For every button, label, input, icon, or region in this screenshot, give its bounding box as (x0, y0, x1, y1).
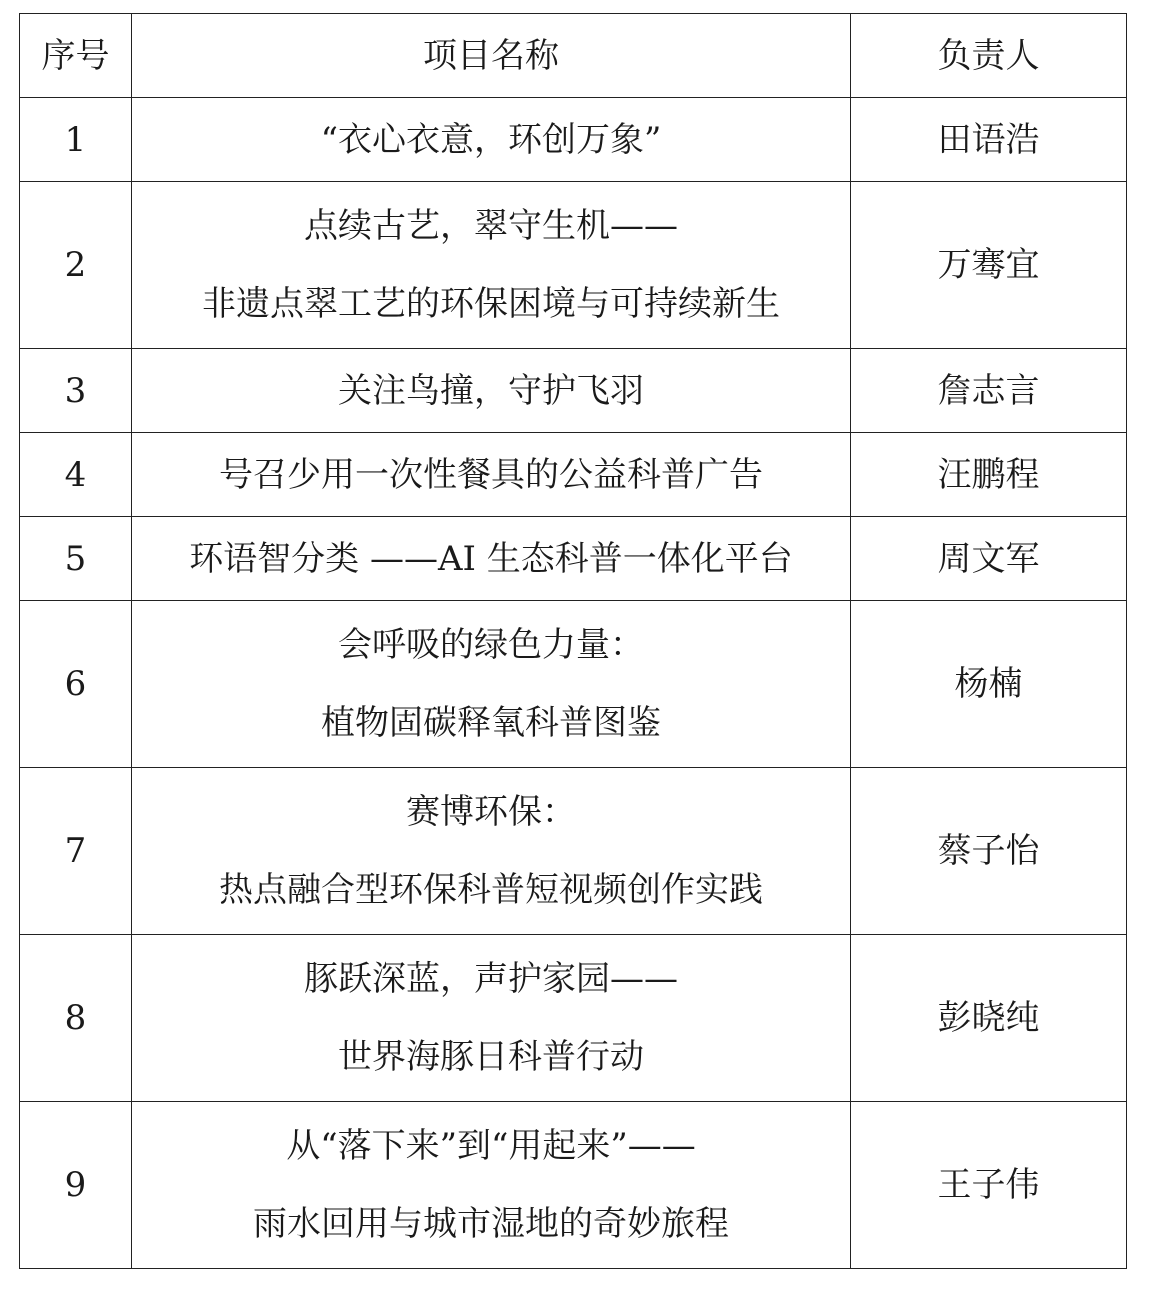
table-row (20, 433, 1127, 517)
row-owner: 詹志言 (851, 349, 1127, 433)
table-row (20, 349, 1127, 433)
table-row (20, 935, 1127, 1102)
row-name-line: “衣心衣意，环创万象” (320, 119, 662, 160)
row-name (132, 517, 851, 601)
row-name (132, 935, 851, 1102)
row-name-line: 关注鸟撞，守护飞羽 (338, 370, 644, 411)
table-row (20, 768, 1127, 935)
header-no: 序号 (20, 14, 132, 98)
row-name (132, 98, 851, 182)
header-owner: 负责人 (851, 14, 1127, 98)
header-name: 项目名称 (132, 14, 851, 98)
row-owner: 万骞宜 (851, 182, 1127, 349)
row-no: 6 (20, 601, 132, 768)
row-no: 3 (20, 349, 132, 433)
row-no: 9 (20, 1102, 132, 1269)
row-owner: 彭晓纯 (851, 935, 1127, 1102)
row-name-line: 点续古艺，翠守生机—— (304, 206, 678, 246)
table-row (20, 1102, 1127, 1269)
row-owner: 周文军 (851, 517, 1127, 601)
row-name-line: 号召少用一次性餐具的公益科普广告 (219, 454, 763, 495)
table-row (20, 517, 1127, 601)
row-name-line: 从“落下来”到“用起来”—— (286, 1126, 696, 1166)
row-owner: 田语浩 (851, 98, 1127, 182)
row-name (132, 433, 851, 517)
row-name-line: 热点融合型环保科普短视频创作实践 (219, 870, 763, 910)
row-name-line: 植物固碳释氧科普图鉴 (321, 703, 661, 743)
row-name-line: 环语智分类 ——AI 生态科普一体化平台 (189, 538, 793, 579)
row-no: 4 (20, 433, 132, 517)
row-name-line: 非遗点翠工艺的环保困境与可持续新生 (202, 284, 780, 324)
row-owner: 王子伟 (851, 1102, 1127, 1269)
row-owner: 汪鹏程 (851, 433, 1127, 517)
row-owner: 杨楠 (851, 601, 1127, 768)
row-name (132, 182, 851, 349)
row-name-line: 雨水回用与城市湿地的奇妙旅程 (253, 1204, 729, 1244)
row-name (132, 768, 851, 935)
row-name (132, 601, 851, 768)
table-row (20, 182, 1127, 349)
project-table (19, 13, 1127, 1269)
row-no: 1 (20, 98, 132, 182)
row-name (132, 349, 851, 433)
row-no: 8 (20, 935, 132, 1102)
row-name-line: 赛博环保： (406, 792, 576, 832)
row-name-line: 豚跃深蓝，声护家园—— (304, 959, 678, 999)
row-no: 5 (20, 517, 132, 601)
row-no: 7 (20, 768, 132, 935)
row-name (132, 1102, 851, 1269)
row-owner: 蔡子怡 (851, 768, 1127, 935)
table-header-row (20, 14, 1127, 98)
row-name-line: 会呼吸的绿色力量： (338, 625, 644, 665)
table-row (20, 98, 1127, 182)
row-no: 2 (20, 182, 132, 349)
row-name-line: 世界海豚日科普行动 (338, 1037, 644, 1077)
table-row (20, 601, 1127, 768)
